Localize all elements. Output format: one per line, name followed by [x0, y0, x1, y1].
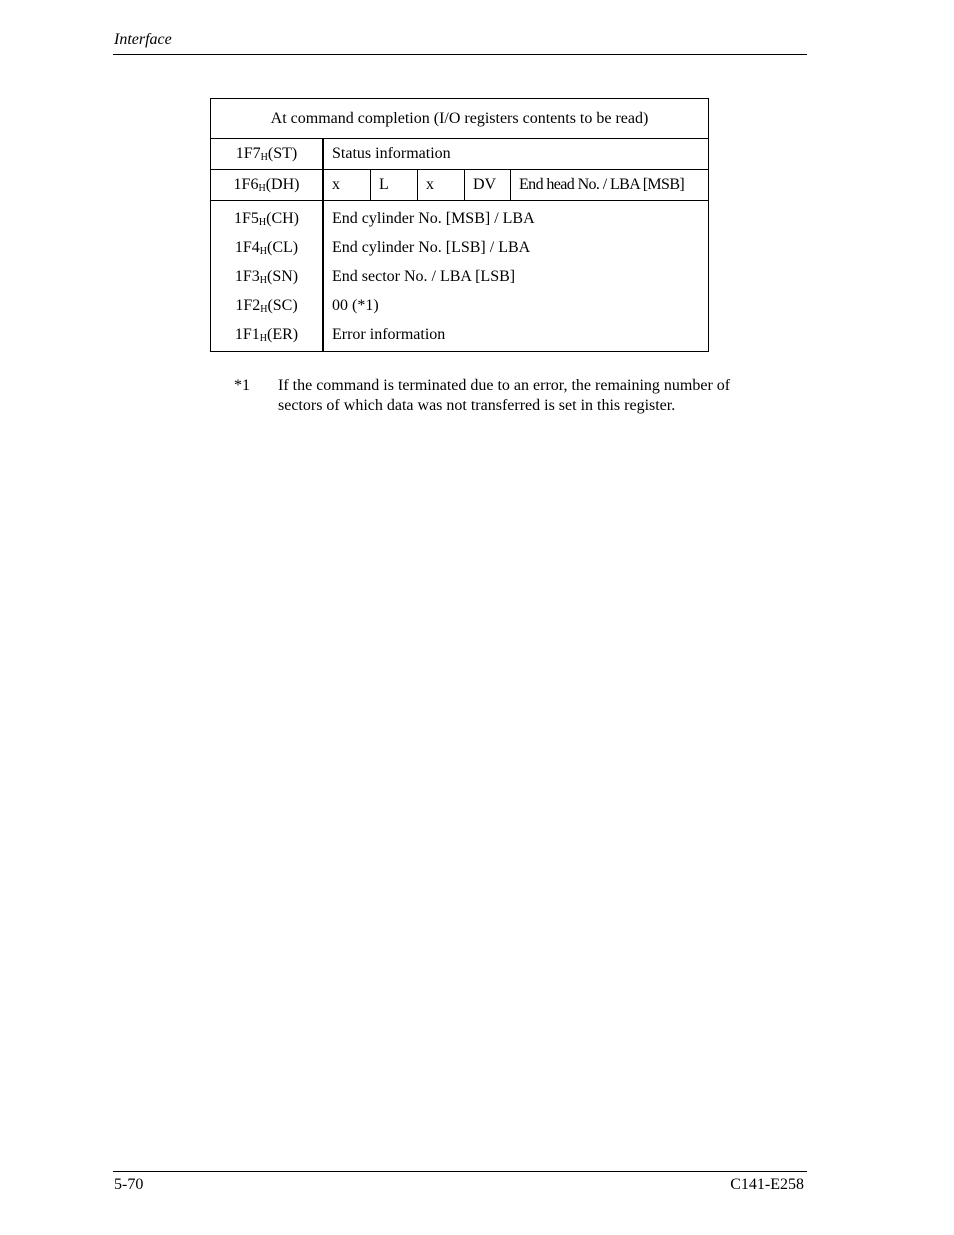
document-code: C141-E258: [730, 1176, 804, 1193]
register-table: [210, 98, 709, 352]
register-labels-block: [211, 201, 324, 352]
register-value-cl: End cylinder No. [LSB] / LBA: [332, 239, 531, 256]
footer-rule: [113, 1171, 807, 1172]
register-label-ch: $1F5_H(CH)$: [233, 210, 300, 228]
register-value-er: Error information: [332, 326, 446, 343]
dh-bit-5: x: [418, 170, 465, 201]
register-value-sn: End sector No. / LBA [LSB]: [332, 268, 516, 285]
table-heading: At command completion (I/O registers contents to be read): [211, 99, 709, 139]
register-values-block: [323, 201, 709, 352]
footnote-text: If the command is terminated due to an error, the remaining number of sectors of which data was not transferred is set in this register.: [278, 377, 731, 414]
footnote-marker: *1: [234, 377, 250, 394]
register-block-row: [211, 201, 709, 352]
register-row-dh: [211, 170, 709, 201]
dh-bit-7: x: [323, 170, 371, 201]
dh-bit-4: DV: [465, 170, 511, 201]
register-label-st: $1F7_H(ST)$: [211, 139, 324, 170]
register-value-ch: End cylinder No. [MSB] / LBA: [332, 210, 535, 227]
register-value-st: Status information: [323, 139, 709, 170]
register-label-sn: $1F3_H(SN)$: [234, 268, 299, 286]
header-rule: [113, 54, 807, 55]
register-label-cl: $1F4_H(CL)$: [234, 239, 299, 257]
register-value-dh: End head No. / LBA [MSB]: [511, 170, 709, 201]
register-label-sc: $1F2_H(SC)$: [235, 297, 298, 315]
register-value-sc: 00 (*1): [332, 297, 379, 314]
table-header-row: [211, 99, 709, 139]
register-row-st: [211, 139, 709, 170]
register-label-er: $1F1_H(ER)$: [234, 326, 299, 344]
page-number: 5-70: [114, 1176, 144, 1193]
dh-bit-6: L: [371, 170, 418, 201]
register-label-dh: $1F6_H(DH)$: [211, 170, 324, 201]
running-title: Interface: [114, 31, 172, 48]
